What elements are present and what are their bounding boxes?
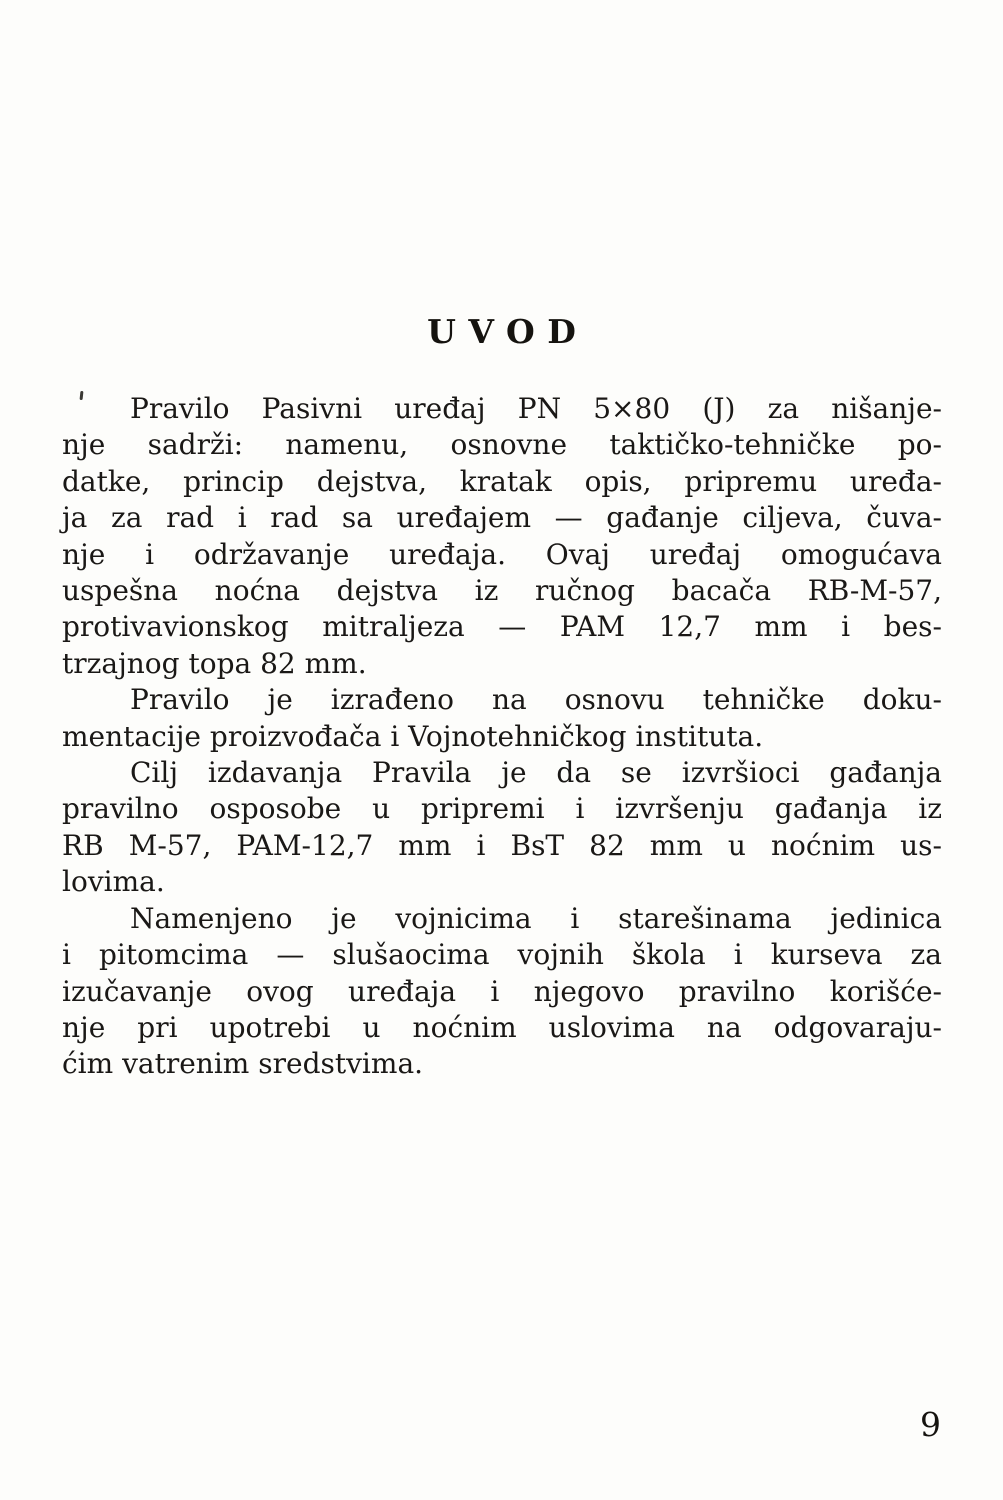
text-line: i pitomcima — slušaocima vojnih škola i kurseva za [62,938,942,972]
text-line: nje sadrži: namenu, osnovne taktičko-tehničke po- [62,428,942,462]
text-line: lovima. [62,865,165,899]
text-line: Pravilo je izrađeno na osnovu tehničke doku- [130,683,942,717]
text-line: datke, princip dejstva, kratak opis, pripremu uređa- [62,464,942,498]
paragraph-3 [62,755,942,901]
paragraph-1 [62,391,942,682]
text-line: RB M-57, PAM-12,7 mm i BsT 82 mm u noćnim us- [62,828,942,862]
text-line: ja za rad i rad sa uređajem — gađanje ciljeva, čuva- [62,501,942,535]
text-line: protivavionskog mitraljeza — PAM 12,7 mm i bes- [62,610,942,644]
text-line: pravilno osposobe u pripremi i izvršenju gađanja iz [62,792,942,826]
text-line: Pravilo Pasivni uređaj PN 5×80 (J) za nišanje- [130,392,942,425]
text-line: uspešna noćna dejstva iz ručnog bacača RB-M-57, [62,574,942,608]
text-line: nje i održavanje uređaja. Ovaj uređaj omogućava [62,537,942,571]
text-line: ćim vatrenim sredstvima. [62,1047,424,1081]
page-title: UVOD [427,312,589,351]
body-text [62,391,942,1083]
text-line: nje pri upotrebi u noćnim uslovima na odgovaraju- [62,1010,942,1044]
text-line: izučavanje ovog uređaja i njegovo pravilno korišće- [62,974,942,1008]
text-line: Cilj izdavanja Pravila je da se izvršioci gađanja [130,756,942,790]
paragraph-4 [62,901,942,1083]
page-number: 9 [920,1405,941,1444]
paragraph-2 [62,682,942,755]
text-line: Namenjeno je vojnicima i starešinama jedinica [130,901,942,935]
text-line: trzajnog topa 82 mm. [62,646,367,680]
text-line: mentacije proizvođača i Vojnotehničkog instituta. [62,719,764,753]
